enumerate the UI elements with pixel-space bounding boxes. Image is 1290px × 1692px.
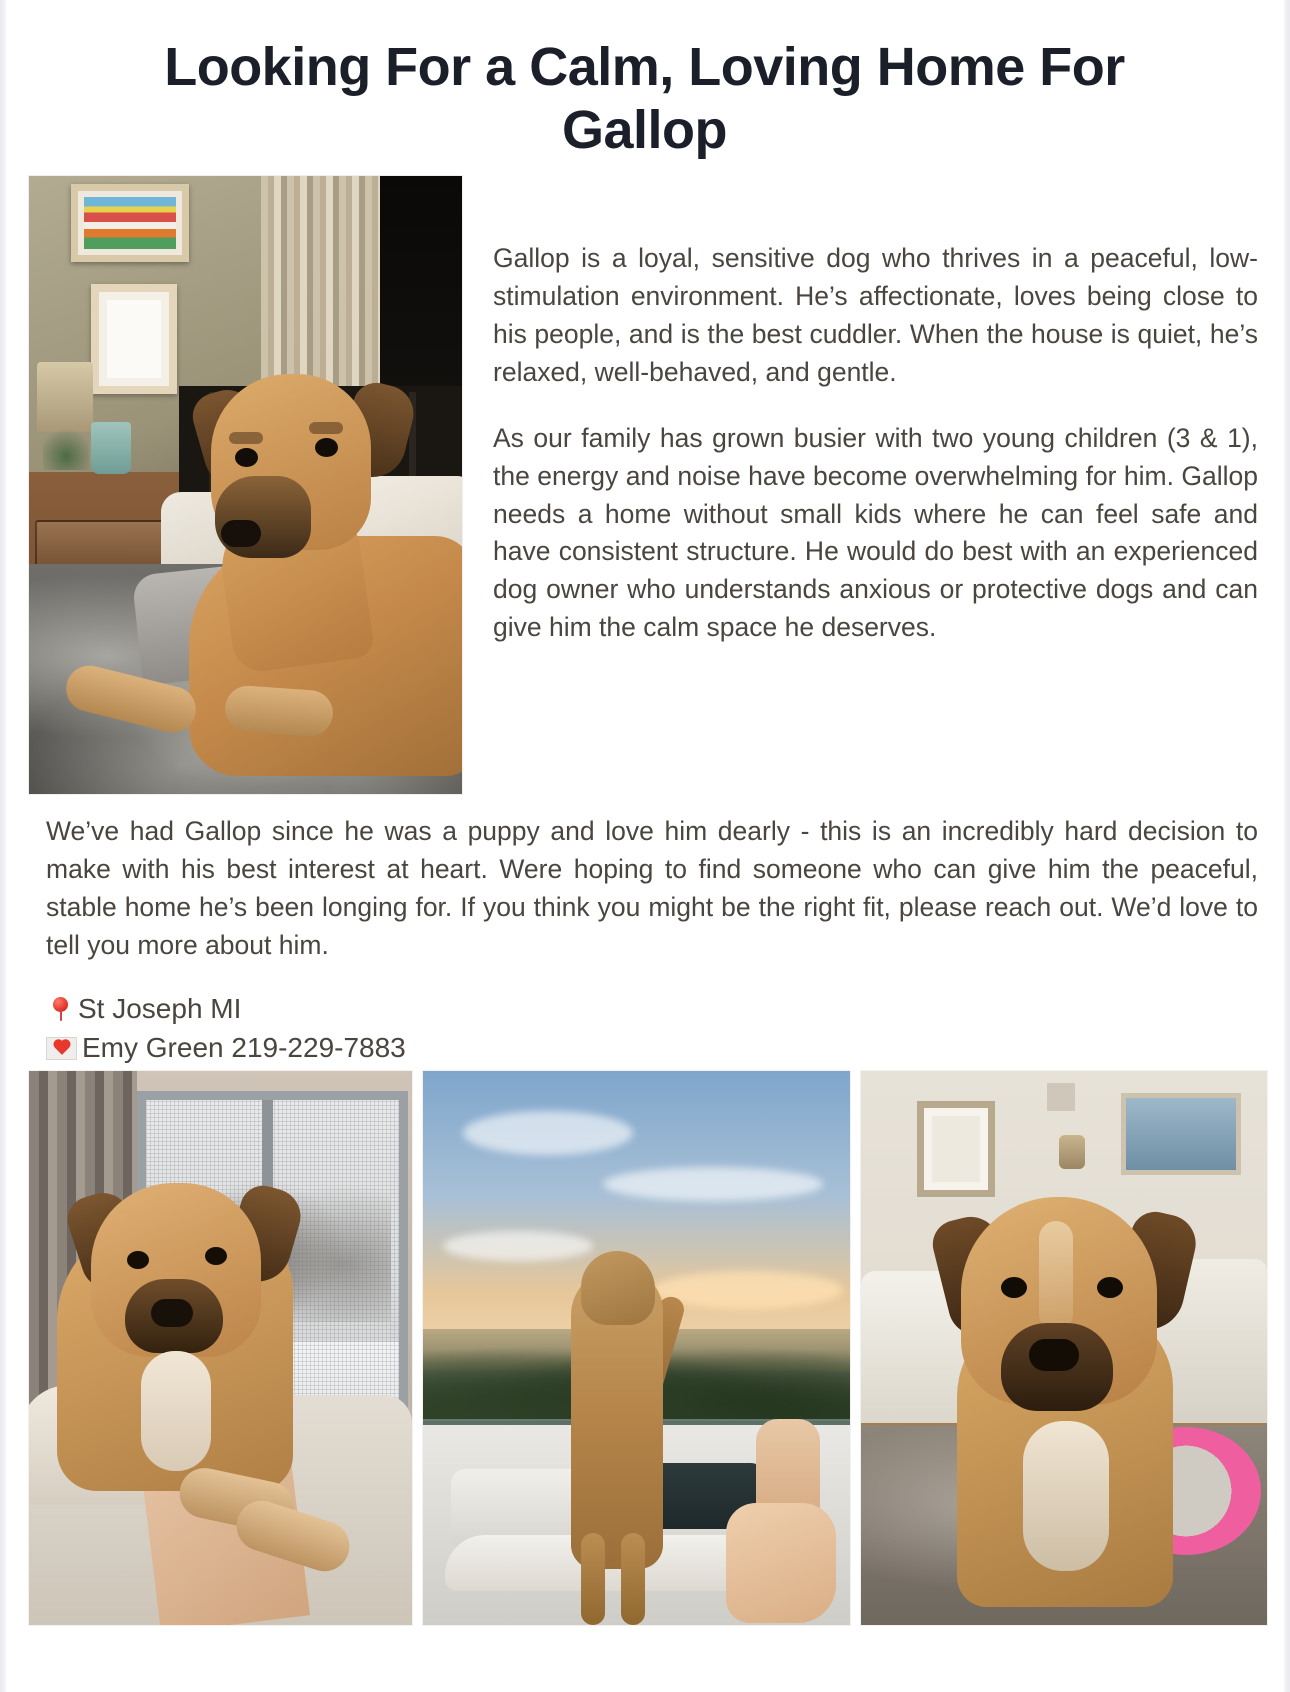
dog-on-bed-photo xyxy=(28,175,463,795)
photo-gallery xyxy=(6,1070,1283,1630)
paragraph-2: As our family has grown busier with two young children (3 & 1), the energy and noise have become overwhelming for him. Gallop needs a home without small kids where he can feel safe and have consistent structure. He would do best with an experienced dog owner who understands anxious or protective dogs and can give him the calm space he deserves. xyxy=(493,422,1258,643)
dog-sitting-living-room-photo xyxy=(860,1070,1268,1626)
paragraph-1: Gallop is a loyal, sensitive dog who thrives in a peaceful, low-stimulation environment. He’s affectionate, loves being close to his people, and is the best cuddler. When the house is quiet, he’s relaxed, well-behaved, and gentle. xyxy=(493,243,1258,387)
paragraph-3: We’ve had Gallop since he was a puppy and love him dearly - this is an incredibly hard decision to make with his best interest at heart. Were hoping to find someone who can give him the peaceful, stable home he’s been longing for. If you think you might be the right fit, please reach out. We’d love to tell you more about him. xyxy=(46,816,1258,960)
contact-phone-line[interactable] xyxy=(46,1030,1283,1067)
round-pushpin-icon xyxy=(46,994,76,1024)
dog-on-boat-illustration xyxy=(423,1071,850,1625)
hero-section xyxy=(6,175,1283,807)
contact-block xyxy=(6,965,1283,1067)
dog-paws-on-lap-window-photo xyxy=(28,1070,413,1626)
contact-location-line xyxy=(46,991,1283,1028)
intro-text-column xyxy=(493,240,1258,647)
dog-standing-on-boat-sunset-photo xyxy=(422,1070,851,1626)
contact-location-text: St Joseph MI xyxy=(78,992,242,1024)
dog-paws-on-lap-illustration xyxy=(29,1071,412,1625)
dog-on-bed-illustration xyxy=(29,176,462,794)
love-letter-icon xyxy=(46,1037,77,1060)
dog-in-living-room-illustration xyxy=(861,1071,1267,1625)
closing-text-block xyxy=(6,807,1283,965)
page-title: Looking For a Calm, Loving Home For Gallop xyxy=(164,37,1125,160)
page-right-gutter xyxy=(1284,0,1290,1692)
contact-name-and-phone-text[interactable]: Emy Green 219-229-7883 xyxy=(82,1031,406,1063)
flyer-sheet xyxy=(6,0,1283,1692)
